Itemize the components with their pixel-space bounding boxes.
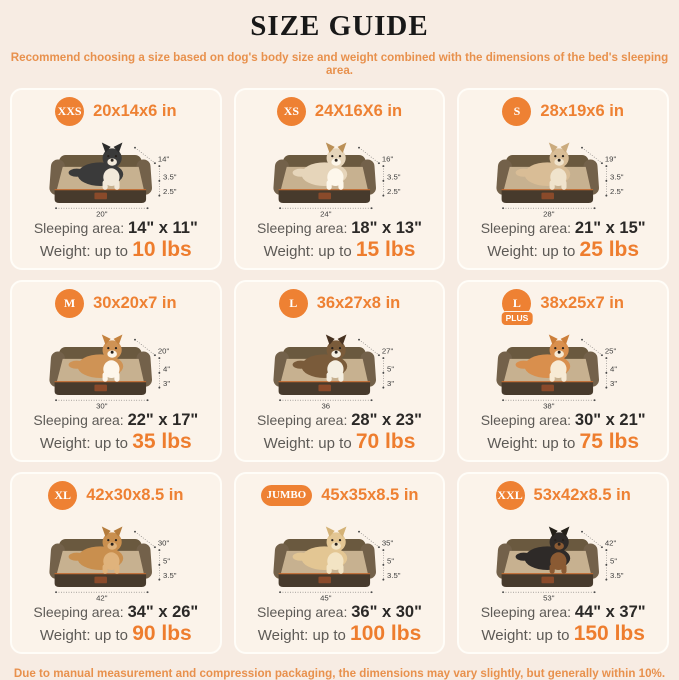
leader-dot bbox=[502, 399, 504, 401]
card-header bbox=[502, 287, 624, 323]
bolster-height-label: 5" bbox=[386, 556, 394, 566]
bed-dimensions-text: 30x20x7 in bbox=[93, 293, 177, 312]
weight-value: 70 lbs bbox=[355, 430, 416, 453]
leader-dot bbox=[158, 357, 160, 359]
size-badge-label: XS bbox=[283, 103, 300, 118]
leader-dot bbox=[382, 372, 384, 374]
depth-measure-label: 30" bbox=[157, 538, 170, 548]
pet-eye-right bbox=[115, 539, 117, 541]
weight-label: Weight: up to bbox=[487, 435, 576, 452]
bolster-height-label: 5" bbox=[386, 364, 394, 374]
weight-label: Weight: up to bbox=[39, 243, 129, 260]
base-height-label: 3.5" bbox=[163, 571, 177, 581]
bolster-height-label: 4" bbox=[610, 364, 618, 374]
sleeping-area-line bbox=[481, 411, 646, 430]
leader-dot bbox=[358, 531, 360, 533]
pet-eye-left bbox=[107, 539, 109, 541]
bolster-height-label: 3.5" bbox=[386, 172, 401, 182]
sleeping-area-value: 14" x 11" bbox=[128, 219, 198, 237]
leader-dot bbox=[158, 165, 160, 167]
bed-brand-tag bbox=[318, 385, 331, 392]
depth-measure-label: 42" bbox=[605, 538, 617, 548]
card-header bbox=[502, 95, 623, 127]
card-header bbox=[277, 95, 402, 127]
base-height-label: 2.5" bbox=[163, 187, 177, 197]
leader-dot bbox=[581, 531, 583, 533]
leader-dot bbox=[158, 549, 160, 551]
width-measure-label: 20" bbox=[96, 209, 108, 217]
leader-dot bbox=[594, 207, 596, 209]
leader-dot bbox=[154, 162, 156, 164]
size-card bbox=[457, 472, 669, 654]
base-height-label: 2.5" bbox=[386, 187, 401, 197]
base-height-label: 3" bbox=[610, 379, 618, 389]
bed-illustration bbox=[19, 511, 213, 601]
leader-dot bbox=[55, 399, 57, 401]
leader-dot bbox=[601, 354, 603, 356]
leader-dot bbox=[606, 195, 608, 197]
weight-value: 90 lbs bbox=[132, 622, 192, 645]
sleeping-area-value: 30" x 21" bbox=[574, 411, 646, 429]
pet-eye-left bbox=[331, 155, 333, 157]
leader-dot bbox=[606, 180, 608, 182]
width-measure-label: 24" bbox=[319, 209, 332, 217]
sleeping-area-line bbox=[33, 603, 198, 622]
leader-dot bbox=[158, 195, 160, 197]
weight-line bbox=[487, 238, 639, 262]
sleeping-area-line bbox=[481, 219, 646, 238]
size-badge bbox=[261, 485, 313, 506]
pet-front-leg-left bbox=[103, 180, 108, 190]
bed-brand-tag bbox=[542, 193, 555, 200]
sleeping-area-line bbox=[481, 603, 646, 622]
size-card bbox=[234, 472, 446, 654]
leader-dot bbox=[55, 591, 57, 593]
sleeping-area-value: 21" x 15" bbox=[574, 219, 646, 237]
leader-dot bbox=[358, 339, 360, 341]
width-measure-label: 36 bbox=[321, 401, 330, 409]
leader-dot bbox=[147, 591, 149, 593]
leader-dot bbox=[606, 564, 608, 566]
size-card bbox=[10, 280, 222, 462]
leader-dot bbox=[147, 207, 149, 209]
base-height-label: 3" bbox=[163, 379, 171, 389]
base-height-label: 3.5" bbox=[386, 571, 401, 581]
width-measure-label: 53" bbox=[543, 593, 555, 601]
bed-dimensions-text: 28x19x6 in bbox=[540, 101, 624, 120]
weight-value: 100 lbs bbox=[350, 622, 422, 645]
weight-label: Weight: up to bbox=[39, 435, 129, 452]
bed-dimensions-text: 53x42x8.5 in bbox=[533, 485, 631, 504]
weight-label: Weight: up to bbox=[263, 243, 352, 260]
base-height-label: 3.5" bbox=[610, 571, 624, 581]
bed-brand-tag bbox=[94, 385, 107, 392]
leader-dot bbox=[378, 162, 380, 164]
pet-front-leg-right bbox=[562, 372, 567, 382]
leader-dot bbox=[134, 531, 136, 533]
weight-line bbox=[258, 622, 422, 646]
sleeping-area-label: Sleeping area: bbox=[33, 412, 124, 428]
bolster-height-label: 3.5" bbox=[610, 172, 624, 182]
width-measure-label: 30" bbox=[96, 401, 108, 409]
leader-dot bbox=[606, 357, 608, 359]
leader-dot bbox=[134, 339, 136, 341]
sleeping-area-value: 36" x 30" bbox=[351, 603, 422, 621]
size-badge-label: JUMBO bbox=[266, 489, 307, 501]
pet-nose bbox=[334, 543, 337, 546]
sleeping-area-line bbox=[33, 411, 198, 430]
size-badge-label: L bbox=[512, 295, 521, 310]
bed-illustration bbox=[466, 127, 660, 217]
pet-eye-left bbox=[555, 347, 557, 349]
leader-dot bbox=[378, 354, 380, 356]
leader-dot bbox=[382, 579, 384, 581]
leader-dot bbox=[158, 372, 160, 374]
size-badge-label: M bbox=[63, 295, 76, 310]
sleeping-area-label: Sleeping area: bbox=[480, 604, 572, 620]
pet-front-leg-right bbox=[338, 372, 343, 382]
bolster-height-label: 5" bbox=[610, 556, 618, 566]
weight-value: 10 lbs bbox=[132, 238, 192, 261]
size-badge bbox=[55, 97, 84, 126]
weight-value: 35 lbs bbox=[132, 430, 192, 453]
card-header bbox=[55, 287, 176, 319]
leader-dot bbox=[581, 339, 583, 341]
pet-front-leg-right bbox=[338, 564, 343, 574]
sleeping-area-label: Sleeping area: bbox=[33, 604, 124, 620]
leader-dot bbox=[55, 207, 57, 209]
size-card bbox=[457, 88, 669, 270]
sleeping-area-label: Sleeping area: bbox=[257, 412, 348, 428]
weight-label: Weight: up to bbox=[257, 627, 346, 644]
pet-front-leg-left bbox=[326, 180, 331, 190]
leader-dot bbox=[594, 399, 596, 401]
sleeping-area-label: Sleeping area: bbox=[480, 412, 572, 428]
leader-dot bbox=[606, 165, 608, 167]
weight-label: Weight: up to bbox=[39, 627, 129, 644]
leader-dot bbox=[370, 207, 372, 209]
leader-dot bbox=[154, 546, 156, 548]
card-header bbox=[48, 479, 183, 511]
pet-front-leg-right bbox=[114, 180, 119, 190]
weight-line bbox=[40, 622, 192, 646]
pet-nose bbox=[111, 159, 114, 162]
pet-eye-right bbox=[562, 155, 564, 157]
card-header bbox=[496, 479, 631, 511]
pet-front-leg-left bbox=[326, 564, 331, 574]
depth-measure-label: 19" bbox=[605, 154, 617, 164]
leader-dot bbox=[378, 546, 380, 548]
bolster-height-label: 3.5" bbox=[163, 172, 177, 182]
bed-dimensions-text: 20x14x6 in bbox=[93, 101, 177, 120]
size-badge-label: XXL bbox=[497, 487, 523, 502]
pet-eye-left bbox=[107, 347, 109, 349]
weight-label: Weight: up to bbox=[487, 243, 576, 260]
width-measure-label: 42" bbox=[96, 593, 108, 601]
weight-label: Weight: up to bbox=[263, 435, 352, 452]
pet-eye-left bbox=[331, 347, 333, 349]
bolster-height-label: 5" bbox=[163, 556, 171, 566]
sleeping-area-line bbox=[257, 411, 422, 430]
sleeping-area-line bbox=[257, 219, 422, 238]
depth-measure-label: 35" bbox=[381, 538, 393, 548]
depth-measure-label: 25" bbox=[605, 346, 617, 356]
pet-eye-left bbox=[555, 539, 557, 541]
size-badge bbox=[502, 289, 531, 323]
depth-measure-label: 27" bbox=[381, 346, 393, 356]
pet-front-leg-left bbox=[103, 564, 108, 574]
page-subtitle: Recommend choosing a size based on dog's body size and weight combined with the dimensions of the bed's sleeping area. bbox=[10, 51, 669, 77]
leader-dot bbox=[502, 207, 504, 209]
bed-brand-tag bbox=[94, 577, 107, 584]
pet-front-leg-left bbox=[326, 372, 331, 382]
card-header bbox=[55, 95, 176, 127]
pet-nose bbox=[334, 159, 337, 162]
bed-illustration bbox=[243, 319, 437, 409]
leader-dot bbox=[370, 591, 372, 593]
weight-line bbox=[40, 430, 192, 454]
pet-eye-right bbox=[339, 155, 341, 157]
pet-eye-right bbox=[339, 539, 341, 541]
pet-front-leg-right bbox=[114, 564, 119, 574]
size-badge-plus-label: PLUS bbox=[501, 311, 534, 326]
bed-illustration bbox=[243, 511, 437, 601]
weight-value: 150 lbs bbox=[573, 622, 645, 645]
leader-dot bbox=[382, 195, 384, 197]
leader-dot bbox=[382, 180, 384, 182]
size-badge-label: XXS bbox=[57, 103, 82, 118]
leader-dot bbox=[382, 357, 384, 359]
pet-front-leg-right bbox=[114, 372, 119, 382]
leader-dot bbox=[158, 564, 160, 566]
pet-front-leg-left bbox=[550, 564, 555, 574]
leader-dot bbox=[279, 207, 281, 209]
bed-illustration bbox=[19, 127, 213, 217]
depth-measure-label: 16" bbox=[381, 154, 393, 164]
bed-illustration bbox=[19, 319, 213, 409]
width-measure-label: 28" bbox=[543, 209, 555, 217]
width-measure-label: 38" bbox=[543, 401, 555, 409]
bed-dimensions-text: 45x35x8.5 in bbox=[321, 485, 419, 504]
pet-eye-left bbox=[107, 155, 109, 157]
leader-dot bbox=[606, 579, 608, 581]
sleeping-area-value: 18" x 13" bbox=[351, 219, 422, 237]
pet-nose bbox=[558, 159, 561, 162]
pet-nose bbox=[334, 351, 337, 354]
card-header bbox=[279, 287, 400, 319]
pet-nose bbox=[558, 543, 561, 546]
bolster-height-label: 4" bbox=[163, 364, 171, 374]
pet-nose bbox=[111, 351, 114, 354]
pet-front-leg-right bbox=[562, 564, 567, 574]
sleeping-area-label: Sleeping area: bbox=[257, 220, 348, 236]
size-badge bbox=[279, 289, 308, 318]
size-badge bbox=[496, 481, 525, 510]
sleeping-area-label: Sleeping area: bbox=[33, 220, 125, 236]
pet-nose bbox=[558, 351, 561, 354]
pet-eye-right bbox=[339, 347, 341, 349]
size-badge bbox=[502, 97, 531, 126]
pet-eye-left bbox=[331, 539, 333, 541]
leader-dot bbox=[502, 591, 504, 593]
sleeping-area-value: 44" x 37" bbox=[574, 603, 646, 621]
leader-dot bbox=[279, 591, 281, 593]
pet-front-leg-right bbox=[562, 180, 567, 190]
page-title: SIZE GUIDE bbox=[250, 10, 429, 42]
bed-dimensions-text: 38x25x7 in bbox=[540, 293, 624, 312]
sleeping-area-line bbox=[34, 219, 198, 238]
leader-dot bbox=[158, 387, 160, 389]
leader-dot bbox=[370, 399, 372, 401]
bed-brand-tag bbox=[94, 193, 107, 200]
pet-nose bbox=[111, 543, 114, 546]
sleeping-area-line bbox=[257, 603, 422, 622]
bed-illustration bbox=[243, 127, 437, 217]
size-card bbox=[457, 280, 669, 462]
sleeping-area-label: Sleeping area: bbox=[480, 220, 572, 236]
size-badge-label: XL bbox=[54, 487, 72, 502]
leader-dot bbox=[158, 180, 160, 182]
pet-eye-left bbox=[555, 155, 557, 157]
size-badge bbox=[277, 97, 306, 126]
sleeping-area-value: 22" x 17" bbox=[127, 411, 199, 429]
leader-dot bbox=[581, 147, 583, 149]
width-measure-label: 45" bbox=[319, 593, 332, 601]
leader-dot bbox=[382, 165, 384, 167]
leader-dot bbox=[158, 579, 160, 581]
weight-value: 15 lbs bbox=[355, 238, 416, 261]
sleeping-area-value: 28" x 23" bbox=[351, 411, 422, 429]
depth-measure-label: 20" bbox=[157, 346, 170, 356]
weight-value: 25 lbs bbox=[579, 238, 640, 261]
pet-eye-right bbox=[562, 347, 564, 349]
leader-dot bbox=[601, 546, 603, 548]
pet-front-leg-left bbox=[550, 180, 555, 190]
size-cards-grid bbox=[10, 88, 669, 654]
depth-measure-label: 14" bbox=[157, 154, 170, 164]
bed-dimensions-text: 42x30x8.5 in bbox=[86, 485, 184, 504]
weight-line bbox=[487, 430, 639, 454]
size-badge-label: S bbox=[513, 103, 521, 118]
bed-brand-tag bbox=[318, 577, 331, 584]
size-badge bbox=[48, 481, 77, 510]
size-badge bbox=[55, 289, 84, 318]
leader-dot bbox=[134, 147, 136, 149]
leader-dot bbox=[594, 591, 596, 593]
sleeping-area-label: Sleeping area: bbox=[257, 604, 348, 620]
card-header bbox=[261, 479, 419, 511]
bed-brand-tag bbox=[542, 385, 555, 392]
page-footnote: Due to manual measurement and compression packaging, the dimensions may vary slightly, but generally within 10%. bbox=[13, 667, 666, 680]
pet-eye-right bbox=[115, 347, 117, 349]
weight-line bbox=[481, 622, 645, 646]
base-height-label: 3" bbox=[386, 379, 394, 389]
pet-front-leg-left bbox=[550, 372, 555, 382]
bed-illustration bbox=[466, 319, 660, 409]
bed-dimensions-text: 36x27x8 in bbox=[316, 293, 401, 312]
pet-front-leg-left bbox=[103, 372, 108, 382]
sleeping-area-value: 34" x 26" bbox=[127, 603, 199, 621]
pet-eye-right bbox=[562, 539, 564, 541]
pet-eye-right bbox=[115, 155, 117, 157]
size-card bbox=[10, 472, 222, 654]
leader-dot bbox=[147, 399, 149, 401]
weight-line bbox=[40, 238, 192, 262]
leader-dot bbox=[606, 549, 608, 551]
weight-line bbox=[264, 238, 416, 262]
weight-value: 75 lbs bbox=[579, 430, 640, 453]
leader-dot bbox=[601, 162, 603, 164]
leader-dot bbox=[358, 147, 360, 149]
leader-dot bbox=[382, 549, 384, 551]
bed-dimensions-text: 24X16X6 in bbox=[314, 101, 403, 120]
base-height-label: 2.5" bbox=[610, 187, 624, 197]
weight-line bbox=[264, 430, 416, 454]
bed-brand-tag bbox=[318, 193, 331, 200]
leader-dot bbox=[382, 387, 384, 389]
leader-dot bbox=[279, 399, 281, 401]
weight-label: Weight: up to bbox=[481, 627, 570, 644]
leader-dot bbox=[382, 564, 384, 566]
leader-dot bbox=[606, 387, 608, 389]
bed-brand-tag bbox=[542, 577, 555, 584]
leader-dot bbox=[154, 354, 156, 356]
leader-dot bbox=[606, 372, 608, 374]
size-card bbox=[234, 280, 446, 462]
bed-illustration bbox=[466, 511, 660, 601]
size-card bbox=[234, 88, 446, 270]
size-badge-label: L bbox=[289, 295, 298, 310]
pet-front-leg-right bbox=[338, 180, 343, 190]
size-card bbox=[10, 88, 222, 270]
